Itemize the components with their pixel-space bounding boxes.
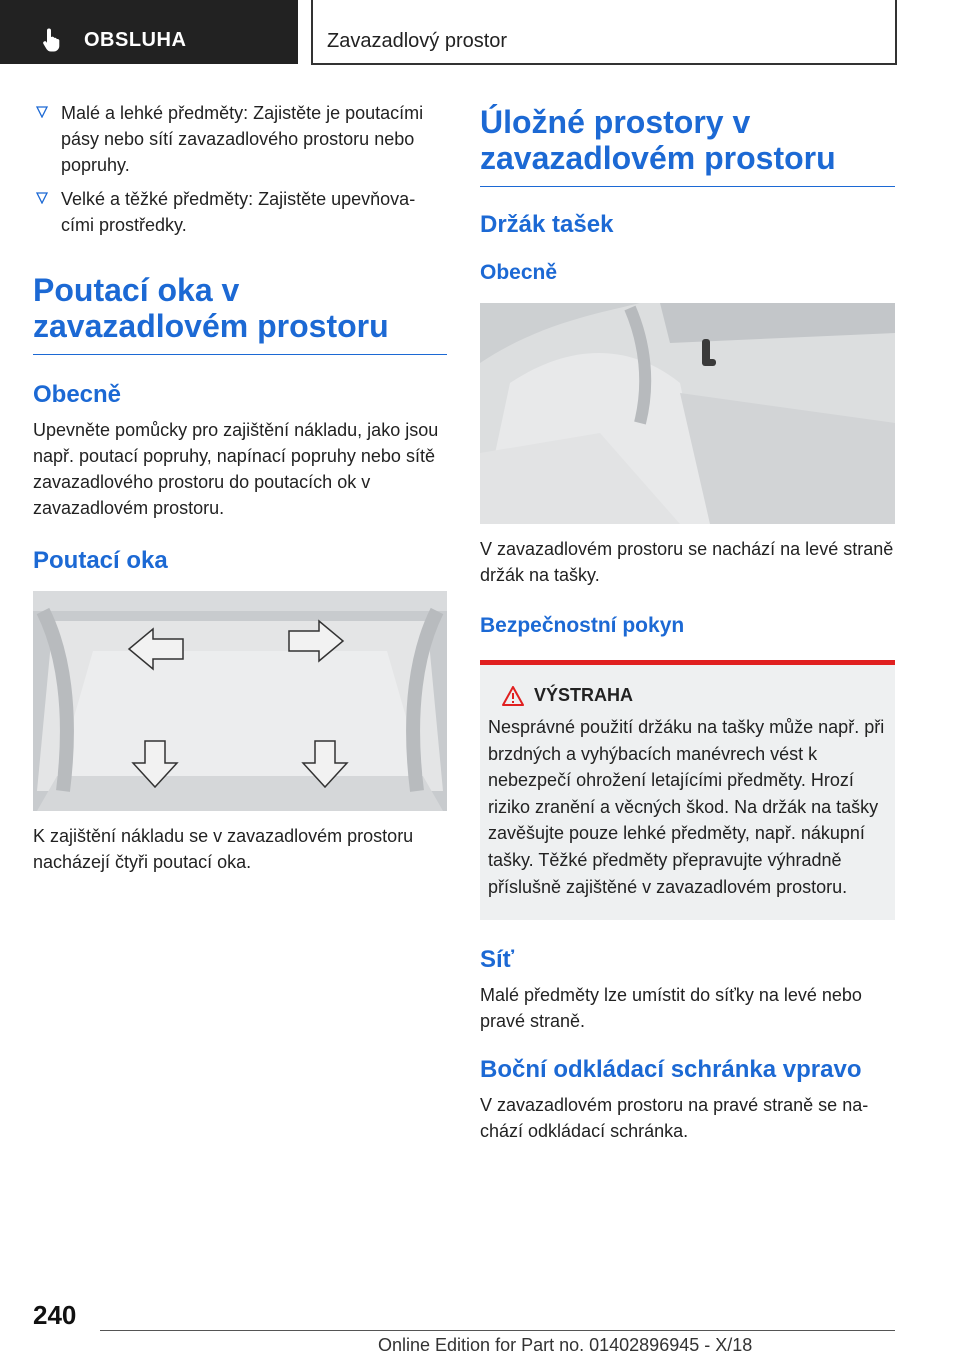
left-column	[33, 100, 447, 875]
section-title: Poutací oka v zavazadlovém prostoru	[33, 272, 447, 355]
header-tab	[0, 0, 298, 64]
warning-header	[502, 685, 885, 706]
warning-box	[480, 660, 895, 920]
right-column	[480, 100, 895, 1144]
paragraph: Malé předměty lze umístit do síťky na levé nebo pravé straně.	[480, 985, 862, 1032]
section-title: Úložné prostory v zavazadlovém prostoru	[480, 104, 895, 187]
chapter-title: Zavazadlový prostor	[327, 30, 508, 52]
bag-holder-photo	[480, 303, 895, 524]
bag-holder-illustration	[480, 303, 895, 524]
warning-triangle-icon	[502, 686, 524, 706]
footer-divider	[100, 1330, 895, 1331]
bullet-text: Velké a těžké předměty: Zajistěte upevňova-cími prostředky.	[61, 189, 416, 235]
trunk-illustration	[33, 591, 447, 811]
list-item	[33, 100, 447, 178]
bullet-text: Malé a lehké předměty: Zajistěte je poutacími pásy nebo sítí zavazadlového prostoru nebo popruhy.	[61, 103, 424, 175]
subsection-heading: Obecně	[33, 381, 122, 408]
subsection-heading: Síť	[480, 946, 515, 974]
trunk-tie-down-photo	[33, 591, 447, 811]
photo-caption: K zajištění nákladu se v zavazadlovém prostoru nacházejí čtyři poutací oka.	[33, 826, 414, 872]
warning-text: Nesprávné použití držáku na tašky může např. při brzdných a vyhýbacích manévrech vést k nebezpečí ohrožení letajícími předměty. Hrozí riziko zranění a věcných škod. Na držák na tašky zavěšujte pouze lehké předměty, např. nákupní tašky. Těžké předměty přepravujte výhradně příslušně zajištěné v zavazadlovém prostoru.	[488, 717, 885, 897]
bullet-triangle-icon	[36, 192, 48, 204]
header-title-box	[311, 0, 897, 65]
subsection-heading: Držák tašek	[480, 211, 614, 238]
section-tab-label: OBSLUHA	[84, 29, 187, 51]
subsection-heading: Boční odkládací schránka vpravo	[480, 1056, 862, 1084]
footer-edition: Online Edition for Part no. 01402896945 - X/18	[378, 1335, 753, 1355]
list-item	[33, 186, 447, 238]
page-number: 240	[33, 1300, 77, 1330]
paragraph: Upevněte pomůcky pro zajištění nákladu, jako jsou např. poutací popruhy, napínací popruhy nebo sítě zavazadlového prostoru do poutacích ok v zavazadlovém prostoru.	[33, 420, 439, 518]
subsubsection-heading: Obecně	[480, 261, 558, 284]
bullet-triangle-icon	[36, 106, 48, 118]
hand-pointer-icon	[40, 27, 66, 53]
warning-label: VÝSTRAHA	[534, 685, 634, 705]
photo-caption: V zavazadlovém prostoru se nachází na levé straně držák na tašky.	[480, 539, 894, 585]
subsection-heading: Poutací oka	[33, 547, 168, 574]
subsubsection-heading: Bezpečnostní pokyn	[480, 614, 685, 637]
paragraph: V zavazadlovém prostoru na pravé straně se na-chází odkládací schránka.	[480, 1095, 869, 1142]
